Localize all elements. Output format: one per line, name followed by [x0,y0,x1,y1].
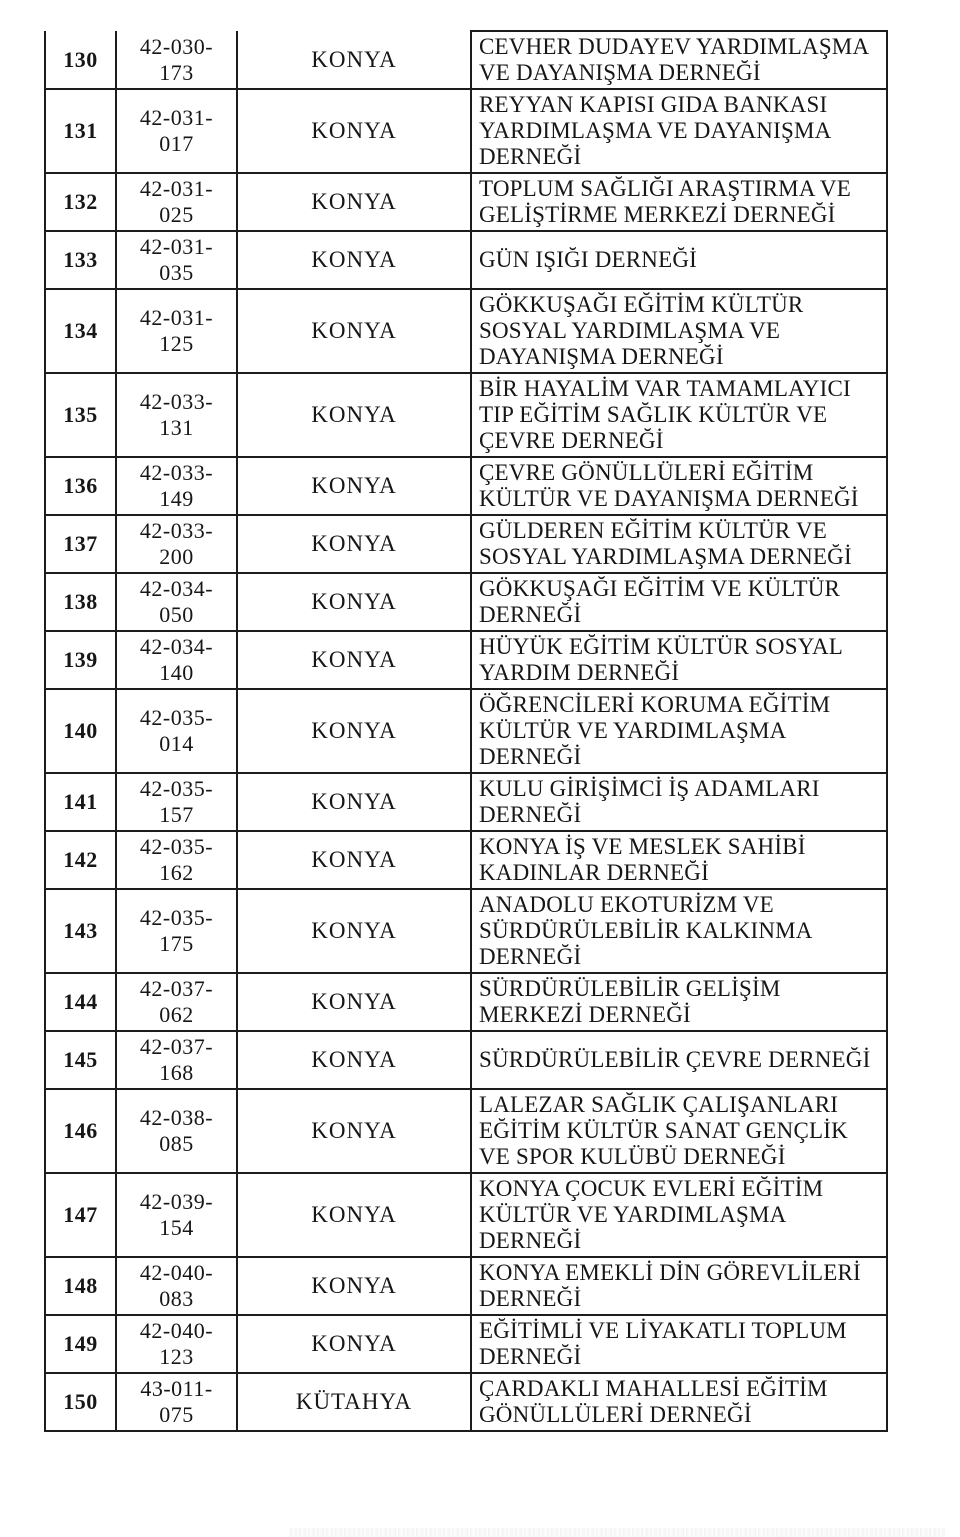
row-number-cell: 141 [45,773,116,831]
row-number-cell: 136 [45,457,116,515]
city-cell: KONYA [237,373,471,457]
association-name-cell: ANADOLU EKOTURİZM VE SÜRDÜRÜLEBİLİR KALKINMA DERNEĞİ [471,889,887,973]
registry-code-cell: 42-037-168 [116,1031,237,1089]
row-number-cell: 139 [45,631,116,689]
registry-code-cell: 42-031-035 [116,231,237,289]
registry-code-cell: 42-033-200 [116,515,237,573]
table-row [45,1373,887,1431]
row-number-cell: 133 [45,231,116,289]
row-number-cell: 150 [45,1373,116,1431]
row-number-cell: 134 [45,289,116,373]
registry-code-cell: 43-011-075 [116,1373,237,1431]
registry-code-cell: 42-031-025 [116,173,237,231]
table-row [45,173,887,231]
city-cell: KONYA [237,31,471,89]
city-cell: KONYA [237,515,471,573]
city-cell: KONYA [237,231,471,289]
registry-code-cell: 42-033-149 [116,457,237,515]
city-cell: KONYA [237,1089,471,1173]
city-cell: KONYA [237,1031,471,1089]
table-row [45,773,887,831]
city-cell: KONYA [237,1173,471,1257]
registry-code-cell: 42-039-154 [116,1173,237,1257]
row-number-cell: 149 [45,1315,116,1373]
city-cell: KONYA [237,1257,471,1315]
association-registry-table [44,30,888,1432]
association-name-cell: ÖĞRENCİLERİ KORUMA EĞİTİM KÜLTÜR VE YARDIMLAŞMA DERNEĞİ [471,689,887,773]
association-name-cell: ÇEVRE GÖNÜLLÜLERİ EĞİTİM KÜLTÜR VE DAYANIŞMA DERNEĞİ [471,457,887,515]
association-name-cell: GÖKKUŞAĞI EĞİTİM KÜLTÜR SOSYAL YARDIMLAŞMA VE DAYANIŞMA DERNEĞİ [471,289,887,373]
table-row [45,889,887,973]
row-number-cell: 137 [45,515,116,573]
row-number-cell: 130 [45,31,116,89]
row-number-cell: 144 [45,973,116,1031]
scan-noise-band [290,1528,945,1537]
association-name-cell: KONYA ÇOCUK EVLERİ EĞİTİM KÜLTÜR VE YARDIMLAŞMA DERNEĞİ [471,1173,887,1257]
association-name-cell: REYYAN KAPISI GIDA BANKASI YARDIMLAŞMA VE DAYANIŞMA DERNEĞİ [471,89,887,173]
association-name-cell: KONYA EMEKLİ DİN GÖREVLİLERİ DERNEĞİ [471,1257,887,1315]
city-cell: KONYA [237,573,471,631]
registry-code-cell: 42-040-083 [116,1257,237,1315]
city-cell: KÜTAHYA [237,1373,471,1431]
row-number-cell: 135 [45,373,116,457]
row-number-cell: 145 [45,1031,116,1089]
city-cell: KONYA [237,889,471,973]
row-number-cell: 146 [45,1089,116,1173]
table-row [45,515,887,573]
table-row [45,457,887,515]
table-row [45,1315,887,1373]
city-cell: KONYA [237,289,471,373]
city-cell: KONYA [237,173,471,231]
city-cell: KONYA [237,689,471,773]
table-row [45,689,887,773]
association-name-cell: SÜRDÜRÜLEBİLİR GELİŞİM MERKEZİ DERNEĞİ [471,973,887,1031]
registry-code-cell: 42-034-050 [116,573,237,631]
association-name-cell: BİR HAYALİM VAR TAMAMLAYICI TIP EĞİTİM SAĞLIK KÜLTÜR VE ÇEVRE DERNEĞİ [471,373,887,457]
city-cell: KONYA [237,631,471,689]
table-body [45,31,887,1431]
row-number-cell: 132 [45,173,116,231]
registry-code-cell: 42-040-123 [116,1315,237,1373]
city-cell: KONYA [237,973,471,1031]
registry-code-cell: 42-030-173 [116,31,237,89]
row-number-cell: 148 [45,1257,116,1315]
association-name-cell: EĞİTİMLİ VE LİYAKATLI TOPLUM DERNEĞİ [471,1315,887,1373]
table-row [45,89,887,173]
city-cell: KONYA [237,89,471,173]
city-cell: KONYA [237,831,471,889]
table-row [45,1031,887,1089]
association-name-cell: ÇARDAKLI MAHALLESİ EĞİTİM GÖNÜLLÜLERİ DERNEĞİ [471,1373,887,1431]
registry-code-cell: 42-035-162 [116,831,237,889]
registry-code-cell: 42-034-140 [116,631,237,689]
association-name-cell: CEVHER DUDAYEV YARDIMLAŞMA VE DAYANIŞMA DERNEĞİ [471,31,887,89]
registry-code-cell: 42-033-131 [116,373,237,457]
table-row [45,573,887,631]
table-row [45,373,887,457]
registry-code-cell: 42-037-062 [116,973,237,1031]
registry-code-cell: 42-035-175 [116,889,237,973]
association-name-cell: GÜN IŞIĞI DERNEĞİ [471,231,887,289]
association-name-cell: GÖKKUŞAĞI EĞİTİM VE KÜLTÜR DERNEĞİ [471,573,887,631]
association-name-cell: LALEZAR SAĞLIK ÇALIŞANLARI EĞİTİM KÜLTÜR SANAT GENÇLİK VE SPOR KULÜBÜ DERNEĞİ [471,1089,887,1173]
association-name-cell: KONYA İŞ VE MESLEK SAHİBİ KADINLAR DERNEĞİ [471,831,887,889]
row-number-cell: 131 [45,89,116,173]
association-name-cell: HÜYÜK EĞİTİM KÜLTÜR SOSYAL YARDIM DERNEĞİ [471,631,887,689]
city-cell: KONYA [237,457,471,515]
row-number-cell: 147 [45,1173,116,1257]
registry-code-cell: 42-031-017 [116,89,237,173]
association-name-cell: SÜRDÜRÜLEBİLİR ÇEVRE DERNEĞİ [471,1031,887,1089]
registry-code-cell: 42-031-125 [116,289,237,373]
row-number-cell: 142 [45,831,116,889]
table-row [45,1257,887,1315]
table-row [45,31,887,89]
table-row [45,831,887,889]
association-name-cell: TOPLUM SAĞLIĞI ARAŞTIRMA VE GELİŞTİRME MERKEZİ DERNEĞİ [471,173,887,231]
table-row [45,973,887,1031]
city-cell: KONYA [237,1315,471,1373]
association-name-cell: KULU GİRİŞİMCİ İŞ ADAMLARI DERNEĞİ [471,773,887,831]
row-number-cell: 138 [45,573,116,631]
table-row [45,1173,887,1257]
registry-code-cell: 42-035-014 [116,689,237,773]
table-row [45,631,887,689]
table-row [45,231,887,289]
row-number-cell: 143 [45,889,116,973]
table-row [45,289,887,373]
city-cell: KONYA [237,773,471,831]
registry-code-cell: 42-035-157 [116,773,237,831]
table-row [45,1089,887,1173]
row-number-cell: 140 [45,689,116,773]
association-name-cell: GÜLDEREN EĞİTİM KÜLTÜR VE SOSYAL YARDIMLAŞMA DERNEĞİ [471,515,887,573]
registry-code-cell: 42-038-085 [116,1089,237,1173]
